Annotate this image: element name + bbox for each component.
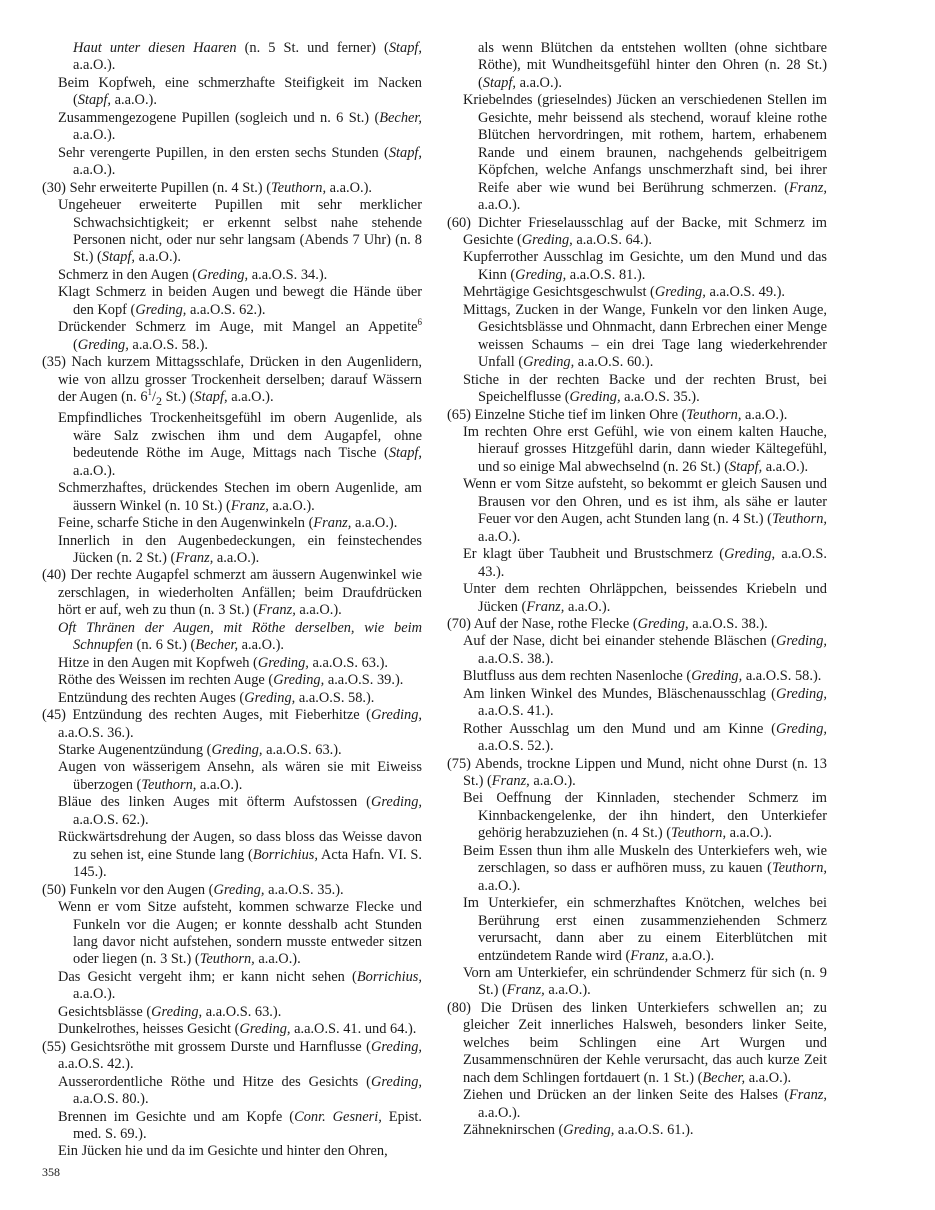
right-column xyxy=(447,40,827,1140)
entry-text: a.a.O.). xyxy=(478,197,521,214)
symptom-entry xyxy=(42,410,422,480)
entry-text: a.a.O.S. 35.). xyxy=(620,389,700,406)
entry-text: Greding, xyxy=(257,654,309,671)
entry-text: a.a.O.). xyxy=(478,1104,521,1121)
entry-text: a.a.O.S. 58.). xyxy=(295,689,375,706)
entry-text: a.a.O.). xyxy=(73,57,116,74)
symptom-entry xyxy=(42,1021,422,1038)
symptom-entry xyxy=(447,633,827,668)
symptom-entry xyxy=(42,655,422,672)
entry-text: Blutfluss aus dem rechten Nasenloche ( xyxy=(463,668,692,685)
entry-text: Feine, scharfe Stiche in den Augenwinkeln ( xyxy=(58,515,314,532)
entry-text: Auf der Nase, dicht bei einander stehende Bläschen ( xyxy=(463,633,776,650)
left-column xyxy=(42,40,422,1161)
symptom-entry xyxy=(447,756,827,791)
entry-text: Ein Jücken hie und da im Gesichte und hinter den Ohren, xyxy=(58,1143,388,1160)
entry-text: Teuthorn, xyxy=(671,825,727,842)
entry-text: Sehr verengerte Pupillen, in den ersten sechs Stunden ( xyxy=(58,144,389,161)
entry-text: Stapf, xyxy=(729,458,763,475)
entry-text: Dunkelrothes, heisses Gesicht ( xyxy=(58,1021,240,1038)
entry-text: (65) Einzelne Stiche tief im linken Ohre ( xyxy=(447,406,687,423)
entry-text: a.a.O.). xyxy=(73,986,116,1003)
symptom-entry xyxy=(42,759,422,794)
symptom-entry xyxy=(42,40,422,75)
symptom-entry xyxy=(447,668,827,685)
entry-text: a.a.O.S. 81.). xyxy=(566,266,646,283)
entry-text: Stapf, xyxy=(388,40,422,56)
symptom-entry xyxy=(447,302,827,372)
entry-text: Franz, xyxy=(230,497,269,514)
entry-text: a.a.O.). xyxy=(254,951,301,968)
entry-text: Greding, xyxy=(775,720,827,737)
symptom-entry xyxy=(42,533,422,568)
entry-text: Greding, xyxy=(239,1021,291,1038)
symptom-entry xyxy=(42,197,422,267)
entry-text: a.a.O.). xyxy=(478,528,521,545)
entry-text: Greding, xyxy=(521,231,573,248)
entry-text: Beim Kopfweh, eine schmerzhafte Steifigkeit im Nacken ( xyxy=(58,74,422,109)
entry-text: Becher, xyxy=(195,637,239,654)
symptom-entry xyxy=(447,372,827,407)
entry-text: Franz, xyxy=(526,598,565,615)
entry-text: Das Gesicht vergeht ihm; er kann nicht sehen ( xyxy=(58,968,357,985)
entry-text: Greding, xyxy=(775,685,827,702)
entry-text: a.a.O.). xyxy=(268,497,315,514)
symptom-entry xyxy=(447,546,827,581)
entry-text: (55) Gesichtsröthe mit grossem Durste und Harnflusse ( xyxy=(42,1038,371,1055)
entry-text: (50) Funkeln vor den Augen ( xyxy=(42,881,214,898)
entry-text: Teuthorn, xyxy=(771,511,827,528)
entry-text: Ziehen und Drücken an der linken Seite des Halses ( xyxy=(463,1087,790,1104)
entry-text: a.a.O.). xyxy=(544,982,591,999)
entry-text: Teuthorn, xyxy=(271,179,327,196)
entry-text: (70) Auf der Nase, rothe Flecke ( xyxy=(447,615,638,632)
entry-text: Rother Ausschlag um den Mund und am Kinne ( xyxy=(463,720,776,737)
entry-text: Kriebelndes (grieselndes) Jücken an verschiedenen Stellen im Gesichte, mehr beissend als stechend, worauf kleine rothe Blütchen hervordringen, mit rothem, hartem, erhabenem Rande und einem braunen, nachgehends gelbeitrigem Köpfchen, welche Anfangs unschmerzhaft sind, bei ihrer Reife aber wie wund bei Berührung schmerzen. ( xyxy=(463,92,827,196)
symptom-entry xyxy=(447,249,827,284)
entry-text: (n. 6 St.) ( xyxy=(132,637,196,654)
entry-text: (35) Nach kurzem Mittagsschlafe, Drücken in den Augenlidern, wie von allzu grosser Trockenheit derselben; darauf Wässern der Augen (n. 6 xyxy=(42,354,422,406)
symptom-entry xyxy=(447,616,827,633)
entry-text: Stiche in der rechten Backe und der rechten Brust, bei Speichelflusse ( xyxy=(463,371,827,406)
entry-text: a.a.O.). xyxy=(73,127,116,144)
page-number: 358 xyxy=(42,1165,60,1179)
symptom-entry xyxy=(447,40,827,92)
entry-text: Gesichtsblässe ( xyxy=(58,1003,152,1020)
symptom-entry xyxy=(447,686,827,721)
entry-text: Ausserordentliche Röthe und Hitze des Gesichts ( xyxy=(58,1073,371,1090)
entry-text: Conr. Gesneri, xyxy=(294,1108,382,1125)
symptom-entry xyxy=(447,1122,827,1139)
symptom-entry xyxy=(42,319,422,354)
entry-text: a.a.O.). xyxy=(741,406,788,423)
entry-text: Franz, xyxy=(506,982,545,999)
entry-text: Greding, xyxy=(370,1038,422,1055)
entry-text: Greding, xyxy=(244,689,296,706)
entry-text: Greding, xyxy=(135,301,187,318)
symptom-entry xyxy=(447,407,827,424)
symptom-entry xyxy=(42,75,422,110)
entry-text: Stapf, xyxy=(388,445,422,462)
entry-text: Franz, xyxy=(175,550,214,567)
entry-text: Im rechten Ohre erst Gefühl, wie von einem kalten Hauche, hierauf grosses Hitzgefühl darin, dann wieder Kältegefühl, und so einige Mal abwechselnd (n. 26 St.) ( xyxy=(463,423,827,475)
entry-text: Teuthorn, xyxy=(141,776,197,793)
entry-text: a.a.O.S. 63.). xyxy=(202,1003,282,1020)
symptom-entry xyxy=(42,567,422,619)
entry-text: a.a.O.S. 43.). xyxy=(478,546,827,580)
entry-text: Greding, xyxy=(523,354,575,371)
entry-text: Brennen im Gesichte und am Kopfe ( xyxy=(58,1108,295,1125)
entry-text: Augen von wässerigem Ansehn, als wären sie mit Eiweiss überzogen ( xyxy=(58,759,422,793)
entry-text: Stapf, xyxy=(482,74,516,91)
symptom-entry xyxy=(42,515,422,532)
entry-text: Acta Hafn. VI. S. 145.). xyxy=(73,846,423,881)
entry-text: Kupferrother Ausschlag im Gesichte, um den Mund und das Kinn ( xyxy=(463,249,827,283)
symptom-entry xyxy=(42,1039,422,1074)
entry-text: Franz, xyxy=(789,179,827,196)
entry-text: a.a.O.). xyxy=(110,92,157,109)
symptom-entry xyxy=(42,1004,422,1021)
entry-text: a.a.O.S. 58.). xyxy=(128,336,208,353)
entry-text: Hitze in den Augen mit Kopfweh ( xyxy=(58,654,258,671)
entry-text: a.a.O.S. 58.). xyxy=(742,668,822,685)
entry-text: Greding, xyxy=(273,672,325,689)
entry-text: a.a.O.S. 38.). xyxy=(478,650,554,667)
symptom-entry xyxy=(42,690,422,707)
symptom-entry xyxy=(42,829,422,881)
entry-text: Teuthorn, xyxy=(686,406,742,423)
symptom-entry xyxy=(42,354,422,410)
entry-text: Franz, xyxy=(630,947,669,964)
entry-text: (80) Die Drüsen des linken Unterkiefers schwellen an; zu gleicher Zeit innerliches Halsweh, besonders linker Seite, welches beim Schlingen eine Art Wurgen und Zusammenschnüren der Kehle verursacht, das auch kurze Zeit nach dem Schlingen fortdauert (n. 1 St.) ( xyxy=(447,999,827,1086)
entry-text: a.a.O.S. 49.). xyxy=(705,284,786,301)
symptom-entry xyxy=(42,284,422,319)
entry-text: Becher, xyxy=(702,1069,746,1086)
entry-text: Greding, xyxy=(654,284,706,301)
symptom-entry xyxy=(42,1074,422,1109)
entry-text: a.a.O.). xyxy=(326,179,372,196)
entry-text: a.a.O.S. 64.). xyxy=(572,231,652,248)
symptom-entry xyxy=(42,899,422,969)
entry-text: (45) Entzündung des rechten Auges, mit Fieberhitze ( xyxy=(42,707,371,724)
entry-text: a.a.O.S. 62.). xyxy=(186,301,266,318)
symptom-entry xyxy=(447,721,827,756)
entry-text: a.a.O.). xyxy=(745,1069,792,1086)
entry-text: Stapf, xyxy=(77,92,111,109)
entry-text: Röthe des Weissen im rechten Auge ( xyxy=(58,672,274,689)
entry-text: a.a.O.). xyxy=(529,773,576,790)
entry-text: 2 xyxy=(156,393,163,408)
entry-text: Empfindliches Trockenheitsgefühl im obern Augenlide, als wäre Salz zwischen ihm und dem Augapfel, ohne bedeutende Röthe im Auge, Mittags nach Tische ( xyxy=(58,410,422,462)
entry-text: Unter dem rechten Ohrläppchen, beissendes Kriebeln und Jücken ( xyxy=(463,581,827,615)
entry-text: Wenn er vom Sitze aufsteht, so bekommt er gleich Sausen und Brausen vor den Ohren, und es ist ihm, als sähe er lauter Feuer vor den Augen, acht Stunden lang (n. 4 St.) ( xyxy=(463,476,827,528)
symptom-entry xyxy=(447,581,827,616)
entry-text: Greding, xyxy=(370,794,422,811)
entry-text: Greding, xyxy=(213,881,265,898)
entry-text: Rückwärtsdrehung der Augen, so dass bloss das Weisse davon zu sehen ist, eine Stunde lang ( xyxy=(58,829,422,863)
entry-text: (75) Abends, trockne Lippen und Mund, nicht ohne Durst (n. 13 St.) ( xyxy=(447,755,827,790)
entry-text: (40) Der rechte Augapfel schmerzt am äussern Augenwinkel wie zerschlagen, in wiederholten Anfällen; beim Draufdrücken hört er auf, weh zu thun (n. 3 St.) ( xyxy=(42,567,422,619)
symptom-entry xyxy=(447,843,827,895)
entry-text: / xyxy=(152,389,157,406)
entry-text: Greding, xyxy=(724,546,776,563)
entry-text: a.a.O.). xyxy=(134,249,181,266)
entry-text: a.a.O.S. 42.). xyxy=(58,1056,134,1073)
symptom-entry xyxy=(42,1109,422,1144)
entry-text: (n. 5 St. und ferner) ( xyxy=(236,40,389,56)
entry-text: a.a.O.). xyxy=(478,877,521,894)
entry-text: Greding, xyxy=(370,707,422,724)
entry-text: 6 xyxy=(417,317,422,328)
symptom-entry xyxy=(447,215,827,250)
entry-text: a.a.O.). xyxy=(196,776,243,793)
entry-text: Borrichius, xyxy=(356,968,422,985)
entry-text: Zähneknirschen ( xyxy=(463,1122,564,1139)
symptom-entry xyxy=(42,1143,422,1160)
entry-text: a.a.O.). xyxy=(73,462,116,479)
symptom-entry xyxy=(42,672,422,689)
entry-text: a.a.O.S. 63.). xyxy=(308,654,388,671)
entry-text: Greding, xyxy=(211,742,263,758)
entry-text: Borrichius, xyxy=(252,846,318,863)
entry-text: Teuthorn, xyxy=(771,860,827,877)
entry-text: Beim Essen thun ihm alle Muskeln des Unterkiefers weh, wie zerschlagen, so dass er aufhören muss, zu kauen ( xyxy=(463,842,827,877)
entry-text: St.) ( xyxy=(162,389,195,406)
entry-text: a.a.O.). xyxy=(238,637,285,654)
entry-text: Greding, xyxy=(637,615,689,632)
entry-text: Franz, xyxy=(491,773,530,790)
entry-text: (30) Sehr erweiterte Pupillen (n. 4 St.) ( xyxy=(42,179,271,196)
entry-text: Greding, xyxy=(197,266,249,283)
entry-text: Schmerz in den Augen ( xyxy=(58,266,198,283)
entry-text: (60) Dichter Frieselausschlag auf der Backe, mit Schmerz im Gesichte ( xyxy=(447,214,827,248)
entry-text: a.a.O.S. 60.). xyxy=(574,354,654,371)
entry-text: a.a.O.S. 34.). xyxy=(248,266,328,283)
symptom-entry xyxy=(42,969,422,1004)
entry-text: a.a.O.). xyxy=(351,515,398,532)
entry-text: Er klagt über Taubheit und Brustschmerz ( xyxy=(463,546,725,563)
symptom-entry xyxy=(447,424,827,476)
entry-text: Greding, xyxy=(77,336,129,353)
entry-text: a.a.O.). xyxy=(227,389,274,406)
entry-text: Zusammengezogene Pupillen (sogleich und n. 6 St.) ( xyxy=(58,109,380,126)
entry-text: Am linken Winkel des Mundes, Bläschenausschlag ( xyxy=(463,685,776,702)
entry-text: Stapf, xyxy=(101,249,135,266)
entry-text: Greding, xyxy=(515,266,567,283)
entry-text: Mehrtägige Gesichtsgeschwulst ( xyxy=(463,284,655,301)
entry-text: Becher, xyxy=(379,109,422,126)
entry-text: a.a.O.). xyxy=(515,74,562,91)
entry-text: Greding, xyxy=(151,1003,203,1020)
entry-text: a.a.O.S. 39.). xyxy=(324,672,404,689)
entry-text: Schmerzhaftes, drückendes Stechen im obern Augenlide, am äussern Winkel (n. 10 St.) ( xyxy=(58,480,422,514)
symptom-entry xyxy=(42,145,422,180)
symptom-entry xyxy=(447,895,827,965)
symptom-entry xyxy=(42,882,422,899)
symptom-entry xyxy=(447,284,827,301)
entry-text: Oft Thränen der Augen, mit Röthe derselben, wie beim Schnupfen xyxy=(58,619,422,654)
entry-text: ( xyxy=(73,336,78,353)
entry-text: a.a.O.S. 63.). xyxy=(262,742,342,758)
entry-text: Bläue des linken Auges mit öfterm Aufstossen ( xyxy=(58,794,371,811)
entry-text: a.a.O.S. 35.). xyxy=(264,881,344,898)
symptom-entry xyxy=(447,965,827,1000)
entry-text: Vorn am Unterkiefer, ein schründender Schmerz für sich (n. 9 St.) ( xyxy=(463,965,827,999)
entry-text: Stapf, xyxy=(388,144,422,161)
entry-text: Franz, xyxy=(789,1087,827,1104)
entry-text: Bei Oeffnung der Kinnladen, stechender Schmerz im Kinnbackengelenke, der ihn hindert, den Unterkiefer gehörig herabzuziehen (n. 4 St.) ( xyxy=(463,790,827,842)
symptom-entry xyxy=(42,742,422,759)
entry-text: Klagt Schmerz in beiden Augen und bewegt die Hände über den Kopf ( xyxy=(58,284,422,318)
entry-text: Drückender Schmerz im Auge, mit Mangel an Appetite xyxy=(58,319,418,336)
entry-text: als wenn Blütchen da entstehen wollten (ohne sichtbare Röthe), mit Wundheitsgefühl hinter den Ohren (n. 28 St.) ( xyxy=(478,40,827,91)
entry-text: a.a.O.S. 61.). xyxy=(614,1122,694,1139)
entry-text: 1 xyxy=(147,387,153,398)
entry-text: a.a.O.S. 41.). xyxy=(478,703,554,720)
entry-text: Haut unter diesen Haaren xyxy=(73,40,237,56)
entry-text: Entzündung des rechten Auges ( xyxy=(58,689,245,706)
entry-text: a.a.O.S. 38.). xyxy=(688,615,768,632)
entry-text: Greding, xyxy=(775,633,827,650)
entry-text: a.a.O.S. 36.). xyxy=(58,724,134,741)
entry-text: Teuthorn, xyxy=(199,951,255,968)
symptom-entry xyxy=(447,790,827,842)
entry-text: Innerlich in den Augenbedeckungen, ein feinstechendes Jücken (n. 2 St.) ( xyxy=(58,532,422,567)
entry-text: a.a.O.S. 41. und 64.). xyxy=(290,1021,417,1038)
symptom-entry xyxy=(42,707,422,742)
entry-text: a.a.O.). xyxy=(295,602,342,619)
entry-text: a.a.O.). xyxy=(668,947,715,964)
entry-text: a.a.O.S. 62.). xyxy=(73,811,149,828)
entry-text: a.a.O.). xyxy=(564,598,611,615)
entry-text: Greding, xyxy=(563,1122,615,1139)
symptom-entry xyxy=(447,476,827,546)
entry-text: a.a.O.). xyxy=(213,550,260,567)
entry-text: Epist. med. S. 69.). xyxy=(73,1108,422,1142)
symptom-entry xyxy=(42,267,422,284)
entry-text: a.a.O.S. 80.). xyxy=(73,1091,149,1108)
entry-text: Mittags, Zucken in der Wange, Funkeln vor den linken Auge, Gesichtsblässe und Ohnmacht, dann Erbrechen einer Menge weissen Schaums – ein drei Tage lang wiederkehrender Unfall ( xyxy=(463,301,827,371)
entry-text: Franz, xyxy=(313,515,352,532)
symptom-entry xyxy=(42,110,422,145)
symptom-entry xyxy=(42,480,422,515)
entry-text: Stapf, xyxy=(194,389,228,406)
entry-text: Im Unterkiefer, ein schmerzhaftes Knötchen, welches bei Berührung erst einen zusammenziehenden Schmerz verursacht, dann aber zu einem Eiterblütchen mit entzündetem Rande wird ( xyxy=(463,895,827,964)
symptom-entry xyxy=(42,794,422,829)
entry-text: a.a.O.). xyxy=(73,162,116,179)
entry-text: Greding, xyxy=(691,668,743,685)
symptom-entry xyxy=(42,180,422,197)
entry-text: a.a.O.). xyxy=(726,825,773,842)
entry-text: Ungeheuer erweiterte Pupillen mit sehr merklicher Schwachsichtigkeit; er erkennt selbst nahe stehende Personen nicht, oder nur sehr langsam (Abends 7 Uhr) (n. 8 St.) ( xyxy=(58,197,422,266)
symptom-entry xyxy=(447,92,827,214)
entry-text: a.a.O.S. 52.). xyxy=(478,738,554,755)
symptom-entry xyxy=(447,1087,827,1122)
entry-text: a.a.O.). xyxy=(762,458,809,475)
symptom-entry xyxy=(42,620,422,655)
entry-text: Wenn er vom Sitze aufsteht, kommen schwarze Flecke und Funkeln vor die Augen; er konnte desshalb acht Stunden lang davor nicht aufstehen, sondern musste entweder sitzen oder liegen (n. 3 St.) ( xyxy=(58,899,422,968)
entry-text: Greding, xyxy=(569,389,621,406)
entry-text: Starke Augenentzündung ( xyxy=(58,742,212,758)
entry-text: Greding, xyxy=(370,1073,422,1090)
symptom-entry xyxy=(447,1000,827,1087)
entry-text: Franz, xyxy=(257,602,296,619)
